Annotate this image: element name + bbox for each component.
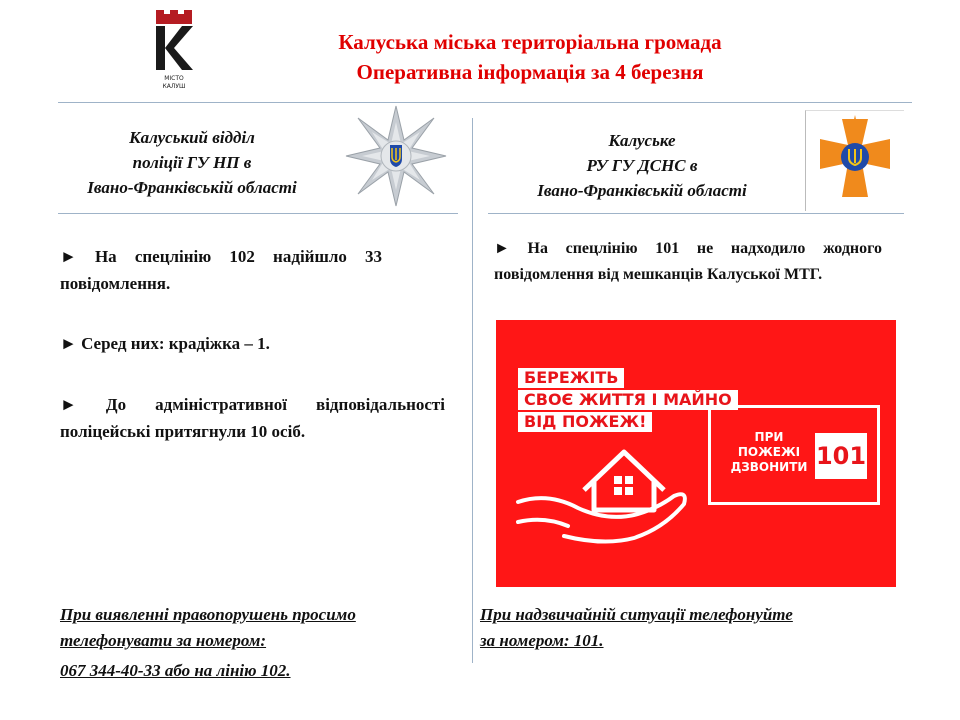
emergency-number: 101 (815, 433, 867, 479)
page-title: Калуська міська територіальна громада (338, 30, 722, 54)
police-org-line: Калуський відділ (129, 128, 255, 147)
dsns-footer-line-2[interactable]: за номером: 101. (480, 631, 604, 650)
dsns-footer-line-1: При надзвичайній ситуації телефонуйте (480, 605, 793, 624)
logo-caption-2: КАЛУШ (162, 83, 186, 90)
page-subtitle: Оперативна інформація за 4 березня (356, 60, 704, 84)
banner-line-1: БЕРЕЖІТЬ (518, 368, 624, 388)
police-bullet-admin: ► До адміністративної відповідальності поліцейські притягнули 10 осіб. (60, 395, 445, 441)
police-divider (58, 213, 458, 214)
dsns-emblem-icon (805, 110, 904, 211)
dsns-bullet-calls: ► На спецлінію 101 не надходило жодного повідомлення від мешканців Калуської МТГ. (494, 240, 882, 283)
call-text-1: ПРИ (754, 430, 784, 444)
fire-safety-banner (496, 320, 896, 587)
banner-line-2: СВОЄ ЖИТТЯ І МАЙНО (518, 390, 738, 410)
call-text-2: ПОЖЕЖІ (737, 445, 801, 459)
column-divider (472, 118, 473, 663)
police-footer-line-1: При виявленні правопорушень просимо (60, 605, 356, 624)
police-emblem-icon (344, 104, 448, 208)
dsns-org-line: Івано-Франківській області (537, 181, 747, 200)
dsns-org-name (492, 128, 792, 203)
police-footer-line-2: телефонувати за номером: (60, 631, 267, 650)
house-in-hand-icon (514, 432, 704, 552)
call-text-3: ДЗВОНИТИ (730, 460, 808, 474)
police-footer-phone[interactable]: 067 344-40-33 або на лінію 102. (60, 661, 291, 680)
dsns-divider (488, 213, 904, 214)
police-org-line: Івано-Франківській області (87, 178, 297, 197)
logo-caption-1: МІСТО (164, 75, 184, 82)
dsns-org-line: РУ ГУ ДСНС в (586, 156, 698, 175)
police-bullet-calls: ► На спецлінію 102 надійшло 33 повідомлення. (60, 247, 382, 293)
banner-line-3: ВІД ПОЖЕЖ! (518, 412, 652, 432)
city-logo (152, 10, 196, 92)
police-org-line: поліції ГУ НП в (132, 153, 252, 172)
call-box (708, 405, 880, 505)
dsns-org-line: Калуське (608, 131, 676, 150)
police-bullet-theft: ► Серед них: крадіжка – 1. (60, 334, 270, 353)
top-divider (58, 102, 912, 103)
city-logo-icon (152, 10, 196, 92)
police-org-name (52, 125, 332, 200)
